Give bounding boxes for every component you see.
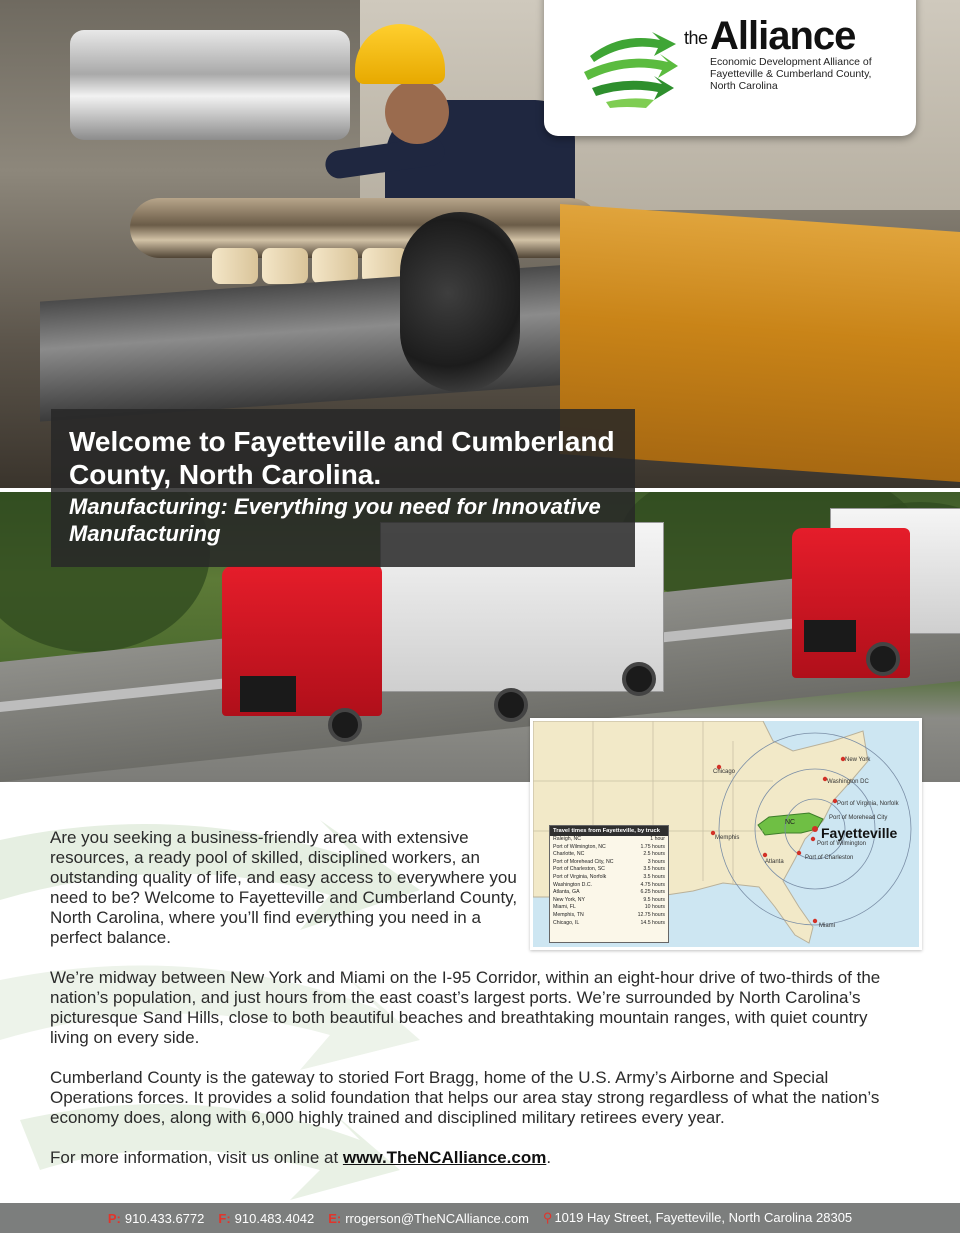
more-info-text: For more information, visit us online at: [50, 1148, 343, 1167]
page-subtitle: Manufacturing: Everything you need for Innovative Manufacturing: [69, 494, 601, 546]
map-label-nc: NC: [785, 819, 796, 826]
legend-time: 4.75 hours: [640, 881, 665, 888]
worker-head: [385, 80, 449, 144]
map-city-label: Port of Morehead City: [829, 815, 888, 821]
steel-roller: [70, 30, 350, 140]
map-city-label: New York: [845, 757, 871, 763]
legend-time: 2.5 hours: [643, 851, 665, 858]
legend-place: Port of Wilmington, NC: [553, 843, 606, 850]
map-city-label: Port of Virginia, Norfolk: [837, 801, 899, 807]
legend-place: Memphis, TN: [553, 911, 584, 918]
legend-place: Port of Charleston, SC: [553, 866, 605, 873]
legend-row: [550, 889, 668, 897]
legend-time: 3 hours: [647, 858, 665, 865]
fax-label: F:: [218, 1210, 231, 1226]
legend-place: Port of Virginia, Norfolk: [553, 873, 607, 880]
intro-paragraph: Are you seeking a business-friendly area with extensive resources, a ready pool of skilled, disciplined workers, an outstanding quality of life, and easy access to everywhere you need to be? Welcome to Fayetteville and Cumberland County, North Carolina, where you’ll find everything you need in a perfect balance.: [50, 828, 518, 947]
legend-row: [550, 836, 668, 844]
legend-place: Washington D.C.: [553, 881, 593, 888]
legend-row: [550, 882, 668, 890]
fort-bragg-paragraph: Cumberland County is the gateway to storied Fort Bragg, home of the U.S. Army’s Airborne and Special Operations forces. It provides a solid foundation that helps our area stay strong regardless of what the nation’s economy does, along with 6,000 highly trained and disciplined military retirees every year.: [50, 1068, 880, 1127]
truck-grille: [240, 676, 296, 712]
legend-time: 14.5 hours: [640, 919, 665, 926]
legend-place: Port of Morehead City, NC: [553, 858, 614, 865]
logo-tagline: Economic Development Alliance of Fayetteville & Cumberland County, North Carolina: [710, 56, 872, 92]
legend-row: [550, 904, 668, 912]
travel-times-legend: [549, 825, 669, 943]
legend-place: Miami, FL: [553, 904, 576, 911]
page-title: Welcome to Fayetteville and Cumberland County, North Carolina.: [69, 426, 615, 490]
legend-row: [550, 844, 668, 852]
more-info-paragraph: [50, 1148, 910, 1168]
legend-place: Raleigh, NC: [553, 836, 581, 842]
roller-shaft: [400, 212, 520, 392]
fax-number: 910.483.4042: [234, 1210, 315, 1226]
legend-time: 10 hours: [644, 904, 665, 911]
legend-row: [550, 859, 668, 867]
email-address: rrogerson@TheNCAlliance.com: [345, 1210, 529, 1226]
phone-label: P:: [107, 1210, 121, 1226]
legend-place: Atlanta, GA: [553, 889, 580, 896]
map-city-label: Port of Wilmington: [817, 841, 867, 847]
legend-time: 1.75 hours: [640, 843, 665, 850]
street-address: 1019 Hay Street, Fayetteville, North Carolina 28305: [554, 1210, 853, 1225]
legend-time: 1 hour: [650, 836, 665, 842]
map-city-label: Memphis: [715, 835, 740, 841]
map-city-label: Atlanta: [765, 859, 784, 865]
legend-row: [550, 866, 668, 874]
website-link[interactable]: www.TheNCAlliance.com: [342, 1148, 547, 1167]
legend-time: 3.5 hours: [643, 866, 665, 873]
legend-row: [550, 851, 668, 859]
legend-place: Chicago, IL: [553, 919, 580, 926]
location-pin-icon: ⚲: [542, 1210, 553, 1225]
legend-time: 12.75 hours: [637, 911, 665, 918]
headline-box: [51, 409, 635, 567]
footer-fax: [218, 1211, 314, 1226]
legend-place: Charlotte, NC: [553, 851, 585, 858]
email-label: E:: [328, 1210, 342, 1226]
legend-time: 6.25 hours: [640, 889, 665, 896]
logo-prefix: the: [684, 28, 708, 48]
truck-grille: [804, 620, 856, 652]
legend-row: [550, 912, 668, 920]
green-arrows-globe-icon: [580, 26, 678, 110]
map-city-label: Port of Charleston: [805, 855, 854, 861]
legend-time: 3.5 hours: [643, 873, 665, 880]
legend-place: New York, NY: [553, 896, 586, 903]
map-city-label: Miami: [819, 923, 835, 929]
contact-footer: [0, 1203, 960, 1233]
legend-time: 9.5 hours: [643, 896, 665, 903]
legend-row: [550, 897, 668, 905]
map-city-label: Washington DC: [827, 779, 869, 785]
footer-email[interactable]: [328, 1211, 529, 1226]
legend-row: [550, 874, 668, 882]
truck-wheel: [622, 662, 656, 696]
footer-address: [543, 1210, 852, 1226]
phone-number: 910.433.6772: [124, 1210, 205, 1226]
legend-row: [550, 920, 668, 928]
logo-name: Alliance: [710, 14, 856, 58]
truck-wheel: [494, 688, 528, 722]
truck-wheel: [328, 708, 362, 742]
logo-card[interactable]: [544, 0, 916, 136]
factory-worker: [345, 60, 575, 210]
map-label-fayetteville: Fayetteville: [821, 825, 898, 841]
location-paragraph: We’re midway between New York and Miami on the I-95 Corridor, within an eight-hour drive of two-thirds of the nation’s population, and just hours from the east coast’s largest ports. We’re surrounded by North Carolina’s picturesque Sand Hills, close to both beautiful beaches and breathtaking mountain ranges, with quiet country living on every side.: [50, 968, 881, 1047]
truck-wheel: [866, 642, 900, 676]
map-city-label: Chicago: [713, 769, 736, 775]
travel-map[interactable]: [530, 718, 922, 950]
more-info-suffix: .: [546, 1148, 552, 1167]
legend-title: Travel times from Fayetteville, by truck: [550, 826, 668, 836]
footer-phone[interactable]: [108, 1211, 205, 1226]
